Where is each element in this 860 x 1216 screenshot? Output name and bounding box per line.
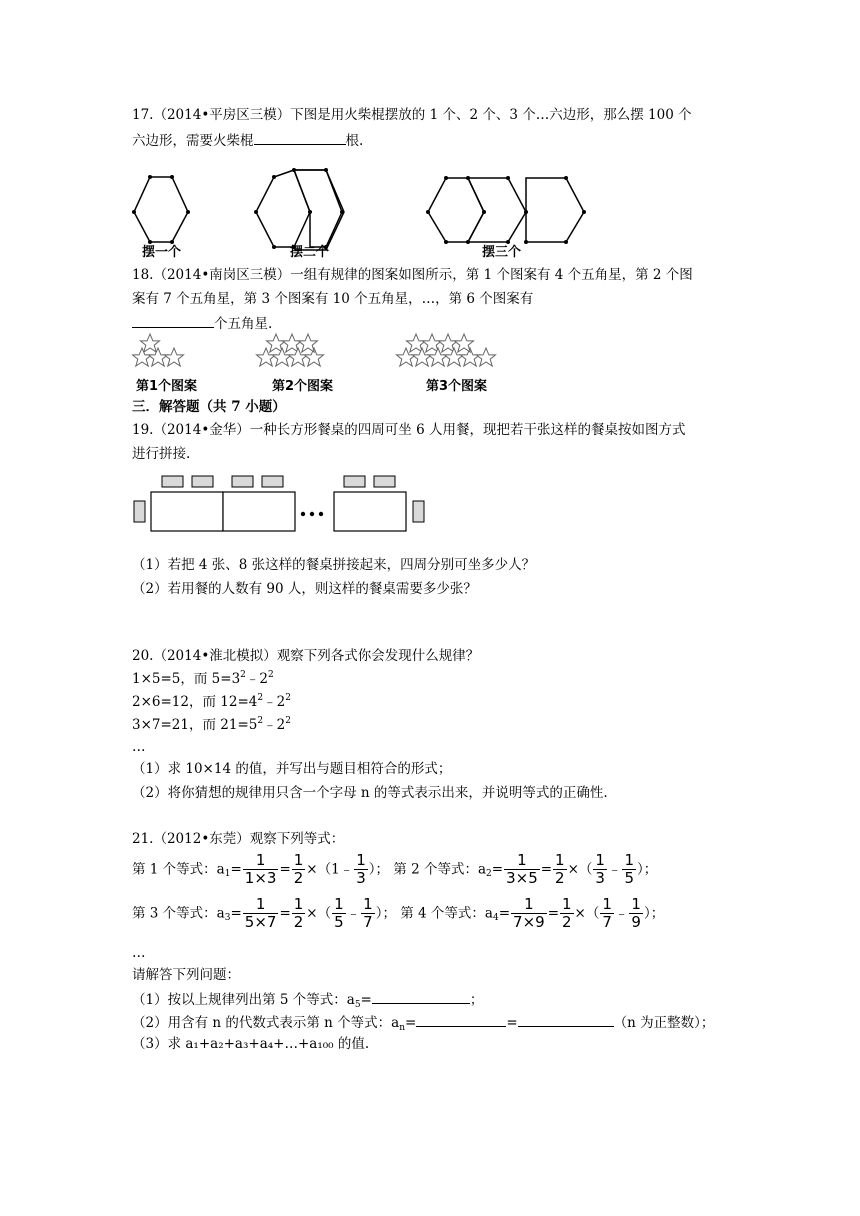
q20-sub1: （1）求 10×14 的值，并写出与题目相符合的形式；: [132, 761, 452, 777]
q20-eq3: 3×7=21，而 $21=5^2﹣2^2$: [132, 716, 291, 733]
chair: [413, 501, 424, 522]
q20-eq1: 1×5=5，而 $5=3^2﹣2^2$: [132, 670, 274, 687]
q21-equations-row1: 第 1 个等式：$a_1=$ $\frac{1}{1\times 3}$ = $\frac{1}{2}$ ×（1﹣ $\frac{1}{3}$ ）； 第 2 个等式：$a_2=$ $\frac{1}{3\times 5}$ = $\frac{1}{2}$ ×（ $\frac{1}{3}$ ﹣ $\frac{1}{5}$ ）；: [132, 851, 658, 887]
table: [151, 492, 223, 531]
q21-sub2: （2）用含有 n 的代数式表示第 n 个等式：$a_n= = (n$ 为正整数）；: [132, 1012, 714, 1032]
q17-line2: [132, 130, 363, 150]
caption-pattern-1: 第1个图案: [136, 379, 198, 394]
hexagon-matchstick-figure: [128, 162, 608, 262]
q21-ask: 请解答下列问题：: [132, 967, 240, 983]
table: [223, 492, 295, 531]
table: [334, 492, 406, 531]
star-pattern-figure: [132, 332, 512, 372]
q21-sub2-blank-1[interactable]: [416, 1012, 506, 1027]
q17-text: 六边形，需要火柴棍: [132, 133, 254, 149]
q21-line1: 21.（2012•东莞）观察下列等式：: [132, 831, 345, 847]
chair: [134, 501, 145, 522]
chair: [232, 476, 253, 487]
q19-line2: 进行拼接.: [132, 446, 191, 462]
q18-line2: 案有 7 个五角星，第 3 个图案有 10 个五角星，…，第 6 个图案有: [132, 291, 534, 307]
hexagon-3a: [428, 178, 484, 242]
q21-sub1-blank[interactable]: [372, 989, 470, 1004]
q17-text-end: 根.: [345, 133, 364, 149]
q19-sub1: （1）若把 4 张、8 张这样的餐桌拼接起来，四周分别可坐多少人？: [132, 557, 536, 573]
q18-line3: [132, 313, 272, 333]
chair: [192, 476, 213, 487]
hexagon-1a: [134, 177, 188, 242]
q17-answer-blank[interactable]: [254, 130, 346, 145]
chair: [374, 476, 395, 487]
chair: [262, 476, 283, 487]
q18-answer-blank[interactable]: [132, 313, 214, 328]
section-heading: 三．解答题（共 7 小题）: [132, 399, 286, 415]
q19-line1: 19.（2014•金华）一种长方形餐桌的四周可坐 6 人用餐，现把若干张这样的餐桌按如图方式: [132, 422, 686, 438]
hexagon-3b: [468, 178, 526, 242]
caption-two-hexagons: 摆二个: [290, 245, 330, 260]
q20-eq2: 2×6=12，而 $12=4^2﹣2^2$: [132, 693, 291, 710]
q21-sub2-blank-2[interactable]: [518, 1012, 614, 1027]
hexagon-2a: [256, 170, 310, 247]
caption-pattern-2: 第2个图案: [272, 379, 334, 394]
pattern-3-stars: [397, 334, 496, 366]
q19-sub2: （2）若用餐的人数有 90 人，则这样的餐桌需要多少张？: [132, 581, 477, 597]
caption-one-hexagon: 摆一个: [142, 245, 182, 260]
q21-equations-row2: 第 3 个等式：$a_3=$ $\frac{1}{5\times 7}$ = $\frac{1}{2}$ ×（ $\frac{1}{5}$ ﹣ $\frac{1}{7}$ ）； 第 4 个等式：$a_4=$ $\frac{1}{7\times 9}$ = $\frac{1}{2}$ ×（ $\frac{1}{7}$ ﹣ $\frac{1}{9}$ ）；: [132, 895, 665, 931]
caption-pattern-3: 第3个图案: [426, 379, 488, 394]
q20-dots: …: [132, 739, 146, 755]
chair: [162, 476, 183, 487]
q21-sub1: （1）按以上规律列出第 5 个等式：$a_5=$ ；: [132, 989, 483, 1009]
chair: [344, 476, 365, 487]
q20-line1: 20.（2014•淮北模拟）观察下列各式你会发现什么规律？: [132, 648, 480, 664]
q21-sub3: （3）求 a₁+a₂+a₃+a₄+…+a₁₀₀ 的值.: [132, 1036, 370, 1052]
q17-line1: 17.（2014•平房区三模）下图是用火柴棍摆放的 1 个、2 个、3 个…六边形，那么摆 100 个: [132, 107, 692, 123]
hexagon-3c: [526, 178, 584, 242]
hexagon-2b: [294, 170, 342, 247]
pattern-2-stars: [257, 334, 324, 366]
pattern-1-stars: [133, 334, 184, 366]
caption-three-hexagons: 摆三个: [482, 245, 522, 260]
q18-line1: 18.（2014•南岗区三模）一组有规律的图案如图所示，第 1 个图案有 4 个五角星，第 2 个图: [132, 267, 693, 283]
q18-text-end: 个五角星.: [214, 316, 273, 332]
q21-dots: …: [132, 945, 146, 961]
q20-sub2: （2）将你猜想的规律用只含一个字母 n 的等式表示出来，并说明等式的正确性.: [132, 785, 608, 801]
dining-table-figure: [130, 472, 430, 538]
